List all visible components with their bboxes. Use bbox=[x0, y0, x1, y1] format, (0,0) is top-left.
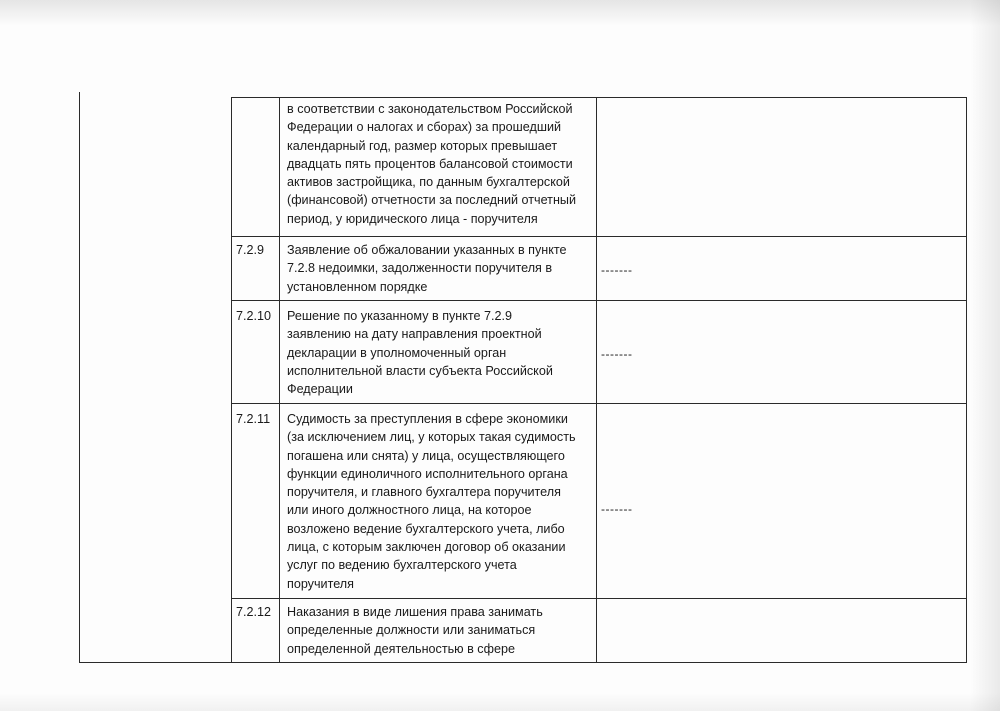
row-divider-3 bbox=[231, 403, 967, 404]
table-top-border bbox=[231, 97, 967, 98]
table-row-text: Наказания в виде лишения права занимать определенные должности или заниматься определенной деятельностью в сфере bbox=[287, 605, 543, 656]
table-row-text: Судимость за преступления в сфере экономики (за исключением лиц, у которых такая судимость погашена или снята) у лица, осуществляющего функции единоличного исполнительного органа поручителя, и главного бухгалтера поручителя или иного должностного лица, на которое возложено ведение бухгалтерского учета, либо лица, с которым заключен договор об оказании услуг по ведению бухгалтерского учета поручителя bbox=[287, 412, 576, 591]
table-row-number: 7.2.11 bbox=[236, 412, 271, 426]
table-row-number: 7.2.10 bbox=[236, 309, 272, 323]
table-row-value: ------- bbox=[601, 347, 633, 361]
row-divider-1 bbox=[231, 236, 967, 237]
scan-shadow-right bbox=[970, 0, 1000, 711]
row-divider-2 bbox=[231, 300, 967, 301]
table-row-number: 7.2.12 bbox=[236, 605, 272, 619]
scan-shadow-bottom bbox=[0, 693, 1000, 711]
scan-shadow-top bbox=[0, 0, 1000, 26]
table-row-number: 7.2.9 bbox=[236, 243, 265, 257]
table-row-value: ------- bbox=[601, 502, 633, 516]
table-row-text: Заявление об обжаловании указанных в пункте 7.2.8 недоимки, задолженности поручителя в установленном порядке bbox=[287, 243, 567, 294]
table-row-text: Решение по указанному в пункте 7.2.9 заявлению на дату направления проектной декларации в уполномоченный орган исполнительной власти субъекта Российской Федерации bbox=[287, 309, 553, 397]
table-column-divider-2 bbox=[279, 97, 280, 662]
table-bottom-border bbox=[79, 662, 967, 663]
row-divider-4 bbox=[231, 598, 967, 599]
table-row-text: в соответствии с законодательством Российской Федерации о налогах и сборах) за прошедший календарный год, размер которых превышает двадцать пять процентов балансовой стоимости активов застройщика, по данным бухгалтерской (финансовой) отчетности за последний отчетный период, у юридического лица - поручителя bbox=[287, 102, 576, 226]
table-column-divider-1 bbox=[231, 97, 232, 662]
table-column-divider-3 bbox=[596, 97, 597, 662]
table-border-right bbox=[966, 97, 967, 662]
table-border-left bbox=[79, 92, 80, 662]
table-row-value: ------- bbox=[601, 263, 633, 277]
